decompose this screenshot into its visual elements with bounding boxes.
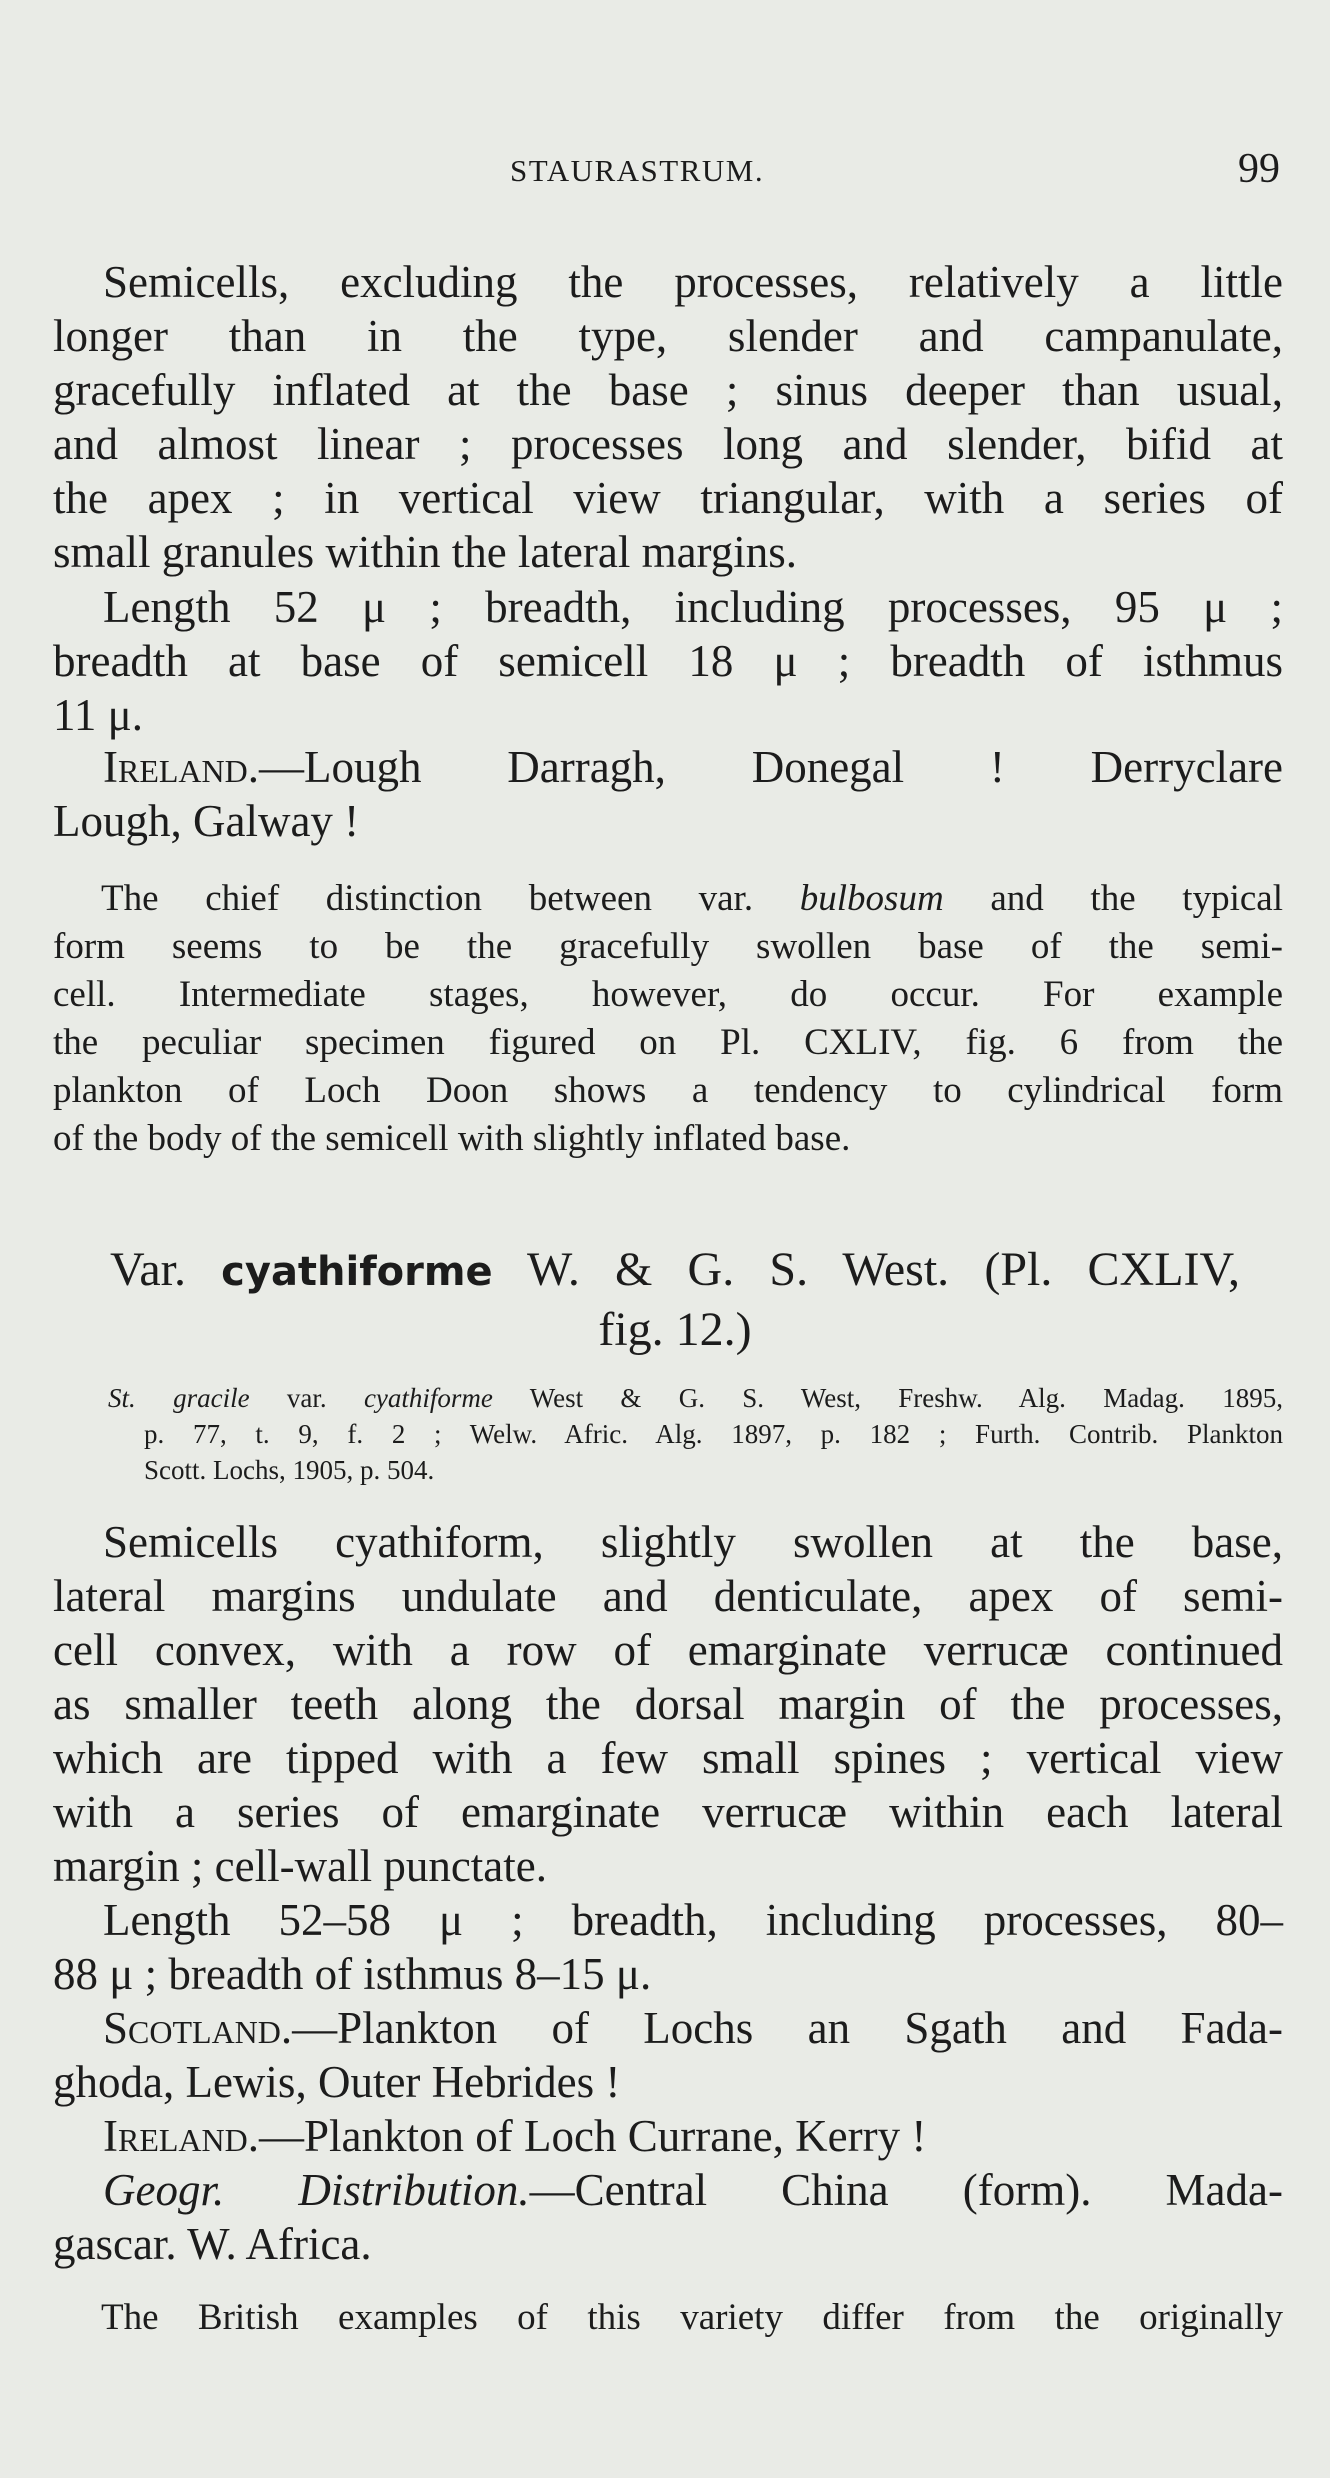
text-line: 11 μ. [53, 690, 143, 740]
distribution-label: Geogr. Distribution. [103, 2165, 530, 2215]
text-line: Lough, Galway ! [53, 796, 360, 846]
heading-line: fig. 12.) [598, 1303, 752, 1356]
text-line: Scotland.—Plankton of Lochs an Sgath and Fada- [103, 2003, 1283, 2053]
text-line: and almost linear ; processes long and slender, bifid at [53, 419, 1283, 469]
text-line: ghoda, Lewis, Outer Hebrides ! [53, 2057, 621, 2107]
text-line: as smaller teeth along the dorsal margin of the processes, [53, 1679, 1283, 1729]
text-line: St. gracile var. cyathiforme West & G. S. West, Freshw. Alg. Madag. 1895, [108, 1383, 1283, 1413]
region-name: Scotland. [103, 2003, 293, 2053]
text-line: Ireland.—Lough Darragh, Donegal ! Derryclare [103, 742, 1283, 792]
running-title: STAURASTRUM. [510, 153, 765, 188]
locality-paragraph-3 [53, 2109, 1283, 2163]
note-paragraph-2 [53, 2294, 1283, 2342]
text-line: breadth at base of semicell 18 μ ; breadth of isthmus [53, 636, 1283, 686]
text-line: which are tipped with a few small spines ; vertical view [53, 1733, 1283, 1783]
text-line: gracefully inflated at the base ; sinus deeper than usual, [53, 365, 1283, 415]
note-paragraph-1 [53, 875, 1283, 1163]
page-number: 99 [1238, 146, 1280, 192]
text-line: plankton of Loch Doon shows a tendency to cylindrical form [53, 1070, 1283, 1111]
text-line: Length 52 μ ; breadth, including processes, 95 μ ; [103, 582, 1283, 632]
text-line: cell. Intermediate stages, however, do occur. For example [53, 974, 1283, 1015]
text-line: p. 77, t. 9, f. 2 ; Welw. Afric. Alg. 1897, p. 182 ; Furth. Contrib. Plankton [144, 1419, 1283, 1449]
text-line: Semicells, excluding the processes, relatively a little [103, 257, 1283, 307]
description-paragraph-2 [53, 1515, 1283, 1893]
text-line: form seems to be the gracefully swollen base of the semi- [53, 926, 1283, 967]
text-line: longer than in the type, slender and campanulate, [53, 311, 1283, 361]
measurements-paragraph-2 [53, 1893, 1283, 2001]
text-line: Length 52–58 μ ; breadth, including processes, 80– [103, 1895, 1283, 1945]
text-line: The British examples of this variety differ from the originally [101, 2297, 1283, 2338]
text-line: gascar. W. Africa. [53, 2219, 372, 2269]
text-line: cell convex, with a row of emarginate verrucæ continued [53, 1625, 1283, 1675]
synonymy-block [108, 1380, 1283, 1488]
text-line: lateral margins undulate and denticulate, apex of semi- [53, 1571, 1283, 1621]
page-header [0, 145, 1330, 195]
variety-heading [110, 1240, 1240, 1360]
measurements-paragraph-1 [53, 580, 1283, 742]
text-line: small granules within the lateral margins. [53, 527, 797, 577]
locality-paragraph-2 [53, 2001, 1283, 2109]
locality-paragraph-1 [53, 740, 1283, 848]
text-line: Geogr. Distribution.—Central China (form). Mada- [103, 2165, 1283, 2215]
text-line: with a series of emarginate verrucæ within each lateral [53, 1787, 1283, 1837]
text-line: 88 μ ; breadth of isthmus 8–15 μ. [53, 1949, 652, 1999]
text-line: the apex ; in vertical view triangular, with a series of [53, 473, 1283, 523]
distribution-paragraph [53, 2163, 1283, 2271]
text-line: the peculiar specimen figured on Pl. CXLIV, fig. 6 from the [53, 1022, 1283, 1063]
italic-taxon: bulbosum [799, 878, 944, 919]
text-line: Scott. Lochs, 1905, p. 504. [144, 1455, 435, 1485]
text-line: Ireland.—Plankton of Loch Currane, Kerry ! [103, 2111, 927, 2161]
variety-name: cyathiforme [221, 1249, 493, 1295]
text-line: Semicells cyathiform, slightly swollen at the base, [103, 1517, 1283, 1567]
text-line: The chief distinction between var. bulbosum and the typical [101, 878, 1283, 919]
text-line: of the body of the semicell with slightly inflated base. [53, 1118, 851, 1159]
text-line: margin ; cell-wall punctate. [53, 1841, 547, 1891]
description-paragraph-1 [53, 255, 1283, 579]
region-name: Ireland. [103, 2111, 260, 2161]
region-name: Ireland. [103, 742, 260, 792]
heading-line: Var. cyathiforme W. & G. S. West. (Pl. CXLIV, [110, 1243, 1240, 1296]
